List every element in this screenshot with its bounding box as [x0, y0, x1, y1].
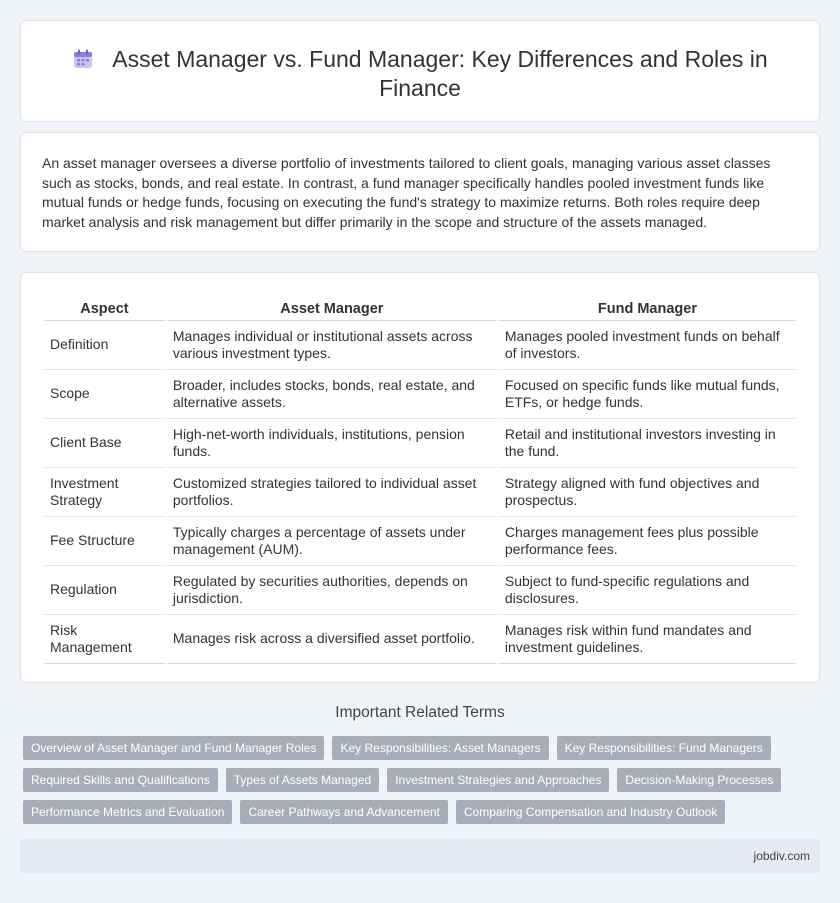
cell-aspect: Client Base	[44, 419, 165, 468]
cell-aspect: Scope	[44, 370, 165, 419]
page-title	[61, 45, 779, 103]
table-row	[44, 615, 796, 664]
footer-site-link[interactable]: jobdiv.com	[753, 849, 810, 863]
cell-asset-manager: Manages individual or institutional assets across various investment types.	[167, 321, 497, 370]
footer-bar	[20, 839, 820, 873]
comparison-table	[42, 296, 798, 664]
cell-fund-manager: Focused on specific funds like mutual funds, ETFs, or hedge funds.	[499, 370, 796, 419]
cell-fund-manager: Charges management fees plus possible performance fees.	[499, 517, 796, 566]
cell-aspect: Regulation	[44, 566, 165, 615]
cell-aspect: Definition	[44, 321, 165, 370]
table-row	[44, 419, 796, 468]
column-header-fund-manager: Fund Manager	[499, 296, 796, 321]
related-term-tag[interactable]: Overview of Asset Manager and Fund Manager Roles	[23, 736, 324, 760]
cell-fund-manager: Manages risk within fund mandates and investment guidelines.	[499, 615, 796, 664]
cell-fund-manager: Subject to fund-specific regulations and disclosures.	[499, 566, 796, 615]
column-header-asset-manager: Asset Manager	[167, 296, 497, 321]
cell-fund-manager: Retail and institutional investors investing in the fund.	[499, 419, 796, 468]
related-terms-heading: Important Related Terms	[335, 704, 505, 721]
related-term-tag[interactable]: Career Pathways and Advancement	[240, 800, 447, 824]
cell-asset-manager: Broader, includes stocks, bonds, real estate, and alternative assets.	[167, 370, 497, 419]
intro-card	[20, 132, 820, 252]
related-term-tag[interactable]: Investment Strategies and Approaches	[387, 768, 609, 792]
related-term-tag[interactable]: Comparing Compensation and Industry Outlook	[456, 800, 725, 824]
cell-aspect: Fee Structure	[44, 517, 165, 566]
calendar-icon	[72, 48, 94, 70]
table-row	[44, 468, 796, 517]
cell-asset-manager: Customized strategies tailored to individual asset portfolios.	[167, 468, 497, 517]
cell-asset-manager: Regulated by securities authorities, depends on jurisdiction.	[167, 566, 497, 615]
column-header-aspect: Aspect	[44, 296, 165, 321]
cell-aspect: Risk Management	[44, 615, 165, 664]
cell-asset-manager: Typically charges a percentage of assets under management (AUM).	[167, 517, 497, 566]
page-title-text: Asset Manager vs. Fund Manager: Key Differences and Roles in Finance	[112, 46, 768, 101]
cell-asset-manager: High-net-worth individuals, institutions, pension funds.	[167, 419, 497, 468]
related-term-tag[interactable]: Key Responsibilities: Asset Managers	[332, 736, 548, 760]
table-row	[44, 321, 796, 370]
related-term-tag[interactable]: Key Responsibilities: Fund Managers	[557, 736, 771, 760]
related-terms-tags	[23, 736, 823, 832]
table-row	[44, 566, 796, 615]
table-row	[44, 517, 796, 566]
cell-asset-manager: Manages risk across a diversified asset portfolio.	[167, 615, 497, 664]
related-term-tag[interactable]: Performance Metrics and Evaluation	[23, 800, 232, 824]
comparison-table-card	[20, 272, 820, 683]
table-header-row	[44, 296, 796, 321]
table-row	[44, 370, 796, 419]
cell-aspect: Investment Strategy	[44, 468, 165, 517]
cell-fund-manager: Strategy aligned with fund objectives and prospectus.	[499, 468, 796, 517]
related-term-tag[interactable]: Decision-Making Processes	[617, 768, 781, 792]
related-term-tag[interactable]: Types of Assets Managed	[226, 768, 379, 792]
intro-paragraph: An asset manager oversees a diverse portfolio of investments tailored to client goals, managing various asset classes such as stocks, bonds, and real estate. In contrast, a fund manager specifically handles pooled investment funds like mutual funds or hedge funds, focusing on executing the fund's strategy to maximize returns. Both roles require deep market analysis and risk management but differ primarily in the scope and structure of the assets managed.	[42, 155, 771, 230]
related-term-tag[interactable]: Required Skills and Qualifications	[23, 768, 218, 792]
header-card	[20, 20, 820, 122]
cell-fund-manager: Manages pooled investment funds on behalf of investors.	[499, 321, 796, 370]
